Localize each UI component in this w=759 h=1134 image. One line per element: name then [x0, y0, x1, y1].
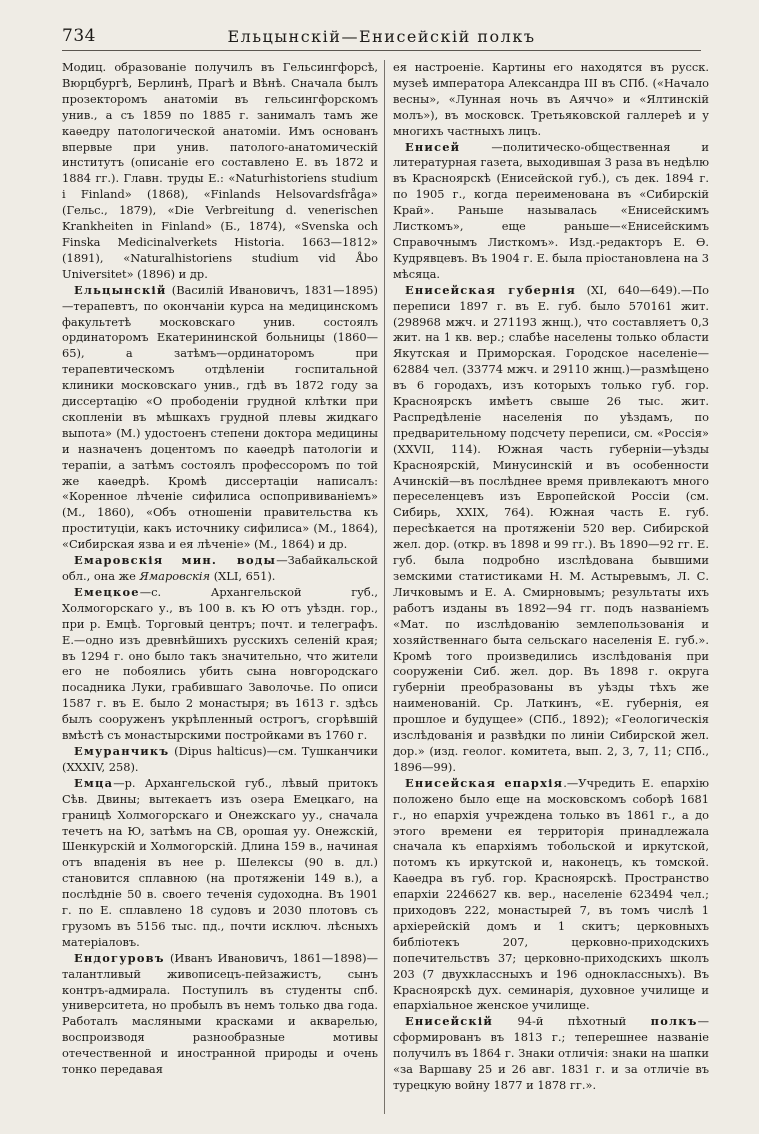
text-columns	[62, 60, 709, 1114]
entry-text: —политическо-общественная и литературная газета, выходившая 3 раза въ недѣлю въ Красноярскѣ (Енисейской губ.), съ дек. 1894 г. по 1905 г., когда переименована въ «Сибирскій Край». Раньше называлась «Енисейскимъ Листкомъ», еще раньше—«Енисейскимъ Справочнымъ Листкомъ». Изд.-редакторъ Е. Ѳ. Кудрявцевъ. Въ 1904 г. Е. была пріостановлена на 3 мѣсяца.	[393, 139, 709, 281]
entry-emtsa	[62, 776, 378, 951]
entry-headword-2: мин. воды	[181, 553, 277, 568]
running-header	[62, 26, 701, 51]
entry-text: (XI, 640—649).—По переписи 1897 г. въ Е. губ. было 570161 жит. (298968 мжч. и 271193 жнщ.), что составляетъ 0,3 жит. на 1 кв. вер.; слабѣе населены только области Якутская и Приморская. Городское населеніе—62884 чел. (33774 мжч. и 29110 жнщ.)—размѣщено въ 6 городахъ, изъ которыхъ только губ. гор. Красноярскъ имѣетъ свыше 26 тыс. жит. Распредѣленіе населенія по уѣздамъ, по предварительному подсчету переписи, см. «Россія» (XXVII, 114). Южная часть губерніи—уѣзды Красноярскій, Минусинскій и въ особенности Ачинскій—въ послѣднее время привлекаютъ много переселенцевъ изъ Европейской Россіи (см. Сибирь, XXIX, 764). Южная часть Е. губ. пересѣкается на протяженіи 520 вер. Сибирской жел. дор. (откр. въ 1898 и 99 гг.). Въ 1890—92 гг. Е. губ. была подробно изслѣдована бывшими земскими статистиками Н. М. Астыревымъ, Л. С. Личковымъ и Е. А. Смирновымъ; результаты ихъ работъ изданы въ 1892—94 гг. подъ названіемъ «Мат. по изслѣдованію землепользованія и хозяйственнаго быта сельскаго населенія Е. губ.». Кромѣ того произведились изслѣдованія при сооруженіи Сиб. жел. дор. Въ 1898 г. округа губерніи преобразованы въ уѣзды тѣхъ же наименованій. Ср. Латкинъ, «Е. губернія, ея прошлое и будущее» (СПб., 1892); «Геологическія изслѣдованія и развѣдки по линіи Сибирской жел. дор.» (изд. геолог. комитета, вып. 2, 3, 7, 11; СПб., 1896—99).	[393, 282, 709, 774]
entry-text: ея настроеніе. Картины его находятся въ русск. музеѣ императора Александра III въ СПб. («Начало весны», «Лунная ночь въ Аяччо» и «Ялтинскій молъ»), въ московск. Третьяковской галлереѣ и у многихъ частныхъ лицъ.	[393, 60, 709, 138]
entry-headword: Емуранчикъ	[74, 743, 170, 758]
entry-enisei-guberniya	[393, 283, 709, 776]
entry-emarovskiya	[62, 553, 378, 585]
entry-italic-term: Ямаровскія	[139, 569, 211, 583]
entry-headword: Емаровскія	[74, 553, 164, 568]
entry-headword: Ендогуровъ	[74, 950, 165, 965]
page-number: 734	[62, 26, 96, 46]
entry-emetskoe	[62, 585, 378, 744]
entry-headword-plain: 94-й пѣхотный	[493, 1014, 651, 1029]
entry-enisei-regiment	[393, 1014, 709, 1094]
entry-continuation	[393, 60, 709, 140]
entry-headword: Енисейская епархія	[405, 775, 564, 790]
right-column	[385, 60, 709, 1114]
entry-continuation	[62, 60, 378, 283]
entry-text: (Иванъ Ивановичъ, 1861—1898)—талантливый живописецъ-пейзажистъ, сынъ контръ-адмирала. Поступилъ въ студенты спб. университета, но пробылъ въ немъ только два года. Работалъ масляными красками и акварелью, воспроизводя разнообразные мотивы отечественной и иностранной природы и очень тонко передавая	[62, 950, 378, 1077]
entry-headword: Емецкое	[74, 584, 140, 599]
page-title: Ельцынскій—Енисейскій полкъ	[227, 27, 536, 46]
entry-headword: Енисейскій	[405, 1014, 494, 1029]
entry-text: —с. Архангельской губ., Холмогорскаго у., въ 100 в. къ Ю отъ уѣздн. гор., при р. Емцѣ. Торговый центръ; почт. и телеграфъ. Е.—одно изъ древнѣйшихъ русскихъ селеній края; въ 1294 г. оно было такъ значительно, что жители его не побоялись убить сына новгородскаго посадника Луки, грабившаго Заволочье. По описи 1587 г. въ Е. было 2 монастыря; въ 1613 г. здѣсь былъ сооруженъ укрѣпленный острогъ, сгорѣвшій вмѣстѣ съ монастырскими постройками въ 1760 г.	[62, 584, 378, 743]
entry-emuranchik	[62, 744, 378, 776]
entry-endogurov	[62, 951, 378, 1078]
entry-text: —сформированъ въ 1813 г.; теперешнее названіе получилъ въ 1864 г. Знаки отличія: знаки на шапки «за Варшаву 25 и 26 авг. 1831 г. и за отличіе въ турецкую войну 1877 и 1878 гг.».	[393, 1014, 709, 1092]
entry-text: (Dipus halticus)—см. Тушканчики (XXXIV, 258).	[62, 743, 378, 774]
entry-text: (Василій Ивановичъ, 1831—1895)—терапевтъ, по окончаніи курса на медицинскомъ факультетѣ московскаго унив. состоялъ ординаторомъ Екатерининской больницы (1860—65), а затѣмъ—ординаторомъ при терапевтическомъ отдѣленіи госпитальной клиники московскаго унив., гдѣ въ 1872 году за диссертацію «О прободеніи грудной клѣтки при скопленіи въ мѣшкахъ грудной плевы жидкаго выпота» (М.) удостоенъ степени доктора медицины и назначенъ доцентомъ по каѳедрѣ патологіи и терапіи, а затѣмъ состоялъ профессоромъ по той же каѳедрѣ. Кромѣ диссертаціи написалъ: «Коренное лѣченіе сифилиса оспопрививаніемъ» (М., 1860), «Объ отношеніи правительства къ проституціи, какъ источнику сифилиса» (М., 1864), «Сибирская язва и ея лѣченіе» (М., 1864) и др.	[62, 282, 379, 552]
entry-headword: Енисейская губернія	[405, 282, 576, 297]
entry-text: .—Учредить Е. епархію положено было еще на московскомъ соборѣ 1681 г., но епархія учреждена только въ 1861 г., а до этого времени ея территорія принадлежала сначала къ епархіямъ тобольской и иркутской, потомъ къ иркутской и, наконецъ, къ томской. Каѳедра въ губ. гор. Красноярскѣ. Пространство епархіи 2246627 кв. вер., населеніе 623494 чел.; приходовъ 222, монастырей 7, въ томъ числѣ 1 архіерейскій домъ и 1 скитъ; церковныхъ библіотекъ 207, церковно-приходскихъ попечительствъ 37; церковно-приходскихъ школъ 203 (7 двухклассныхъ и 196 одноклассныхъ). Въ Красноярскѣ дух. семинарія, духовное училище и епархіальное женское училище.	[393, 775, 709, 1013]
entry-text: —р. Архангельской губ., лѣвый притокъ Сѣв. Двины; вытекаетъ изъ озера Емецкаго, на границѣ Холмогорскаго и Онежскаго уу., сначала течетъ на Ю, затѣмъ на СВ, орошая уу. Онежскій, Шенкурскій и Холмогорскій. Длина 159 в., начиная отъ впаденія въ нее р. Шелексы (90 в. дл.) становится сплавною (на протяженіи 149 в.), а послѣдніе 50 в. своего теченія судоходна. Въ 1901 г. по Е. сплавлено 18 судовъ и 2030 плотовъ съ грузомъ въ 5156 тыс. пд., почти исключ. лѣсныхъ матеріаловъ.	[62, 775, 378, 949]
entry-headword: Емца	[74, 775, 114, 790]
entry-enisei-newspaper	[393, 140, 709, 283]
entry-headword: Енисей	[405, 139, 461, 154]
entry-text: Модиц. образованіе получилъ въ Гельсингфорсѣ, Вюрцбургѣ, Берлинѣ, Прагѣ и Вѣнѣ. Сначала былъ прозекторомъ анатоміи въ гельсингфорскомъ унив., а съ 1859 по 1885 г. занималъ тамъ же каѳедру патологической анатоміи. Имъ основанъ впервые при унив. патолого-анатомическій институтъ (описаніе его составлено Е. въ 1872 и 1884 гг.). Главн. труды Е.: «Naturhistoriens studium i Finland» (1868), «Finlands Helsovardsfråga» (Гельс., 1879), «Die Verbreitung d. venerischen Krankheiten in Finland» (Б., 1874), «Svenska och Finska Medicinalverkets Historia. 1663—1812» (1891), «Naturalhistoriens studium vid Åbo Universitet» (1896) и др.	[62, 60, 378, 281]
entry-headword: Ельцынскій	[74, 282, 167, 297]
entry-enisei-eparchy	[393, 776, 709, 1015]
entry-eltsynsky	[62, 283, 378, 553]
entry-headword-2: полкъ	[650, 1014, 698, 1029]
entry-text: —Забайкальской обл., она же Ямаровскія (XLI, 651).	[62, 553, 379, 583]
left-column	[62, 60, 385, 1114]
